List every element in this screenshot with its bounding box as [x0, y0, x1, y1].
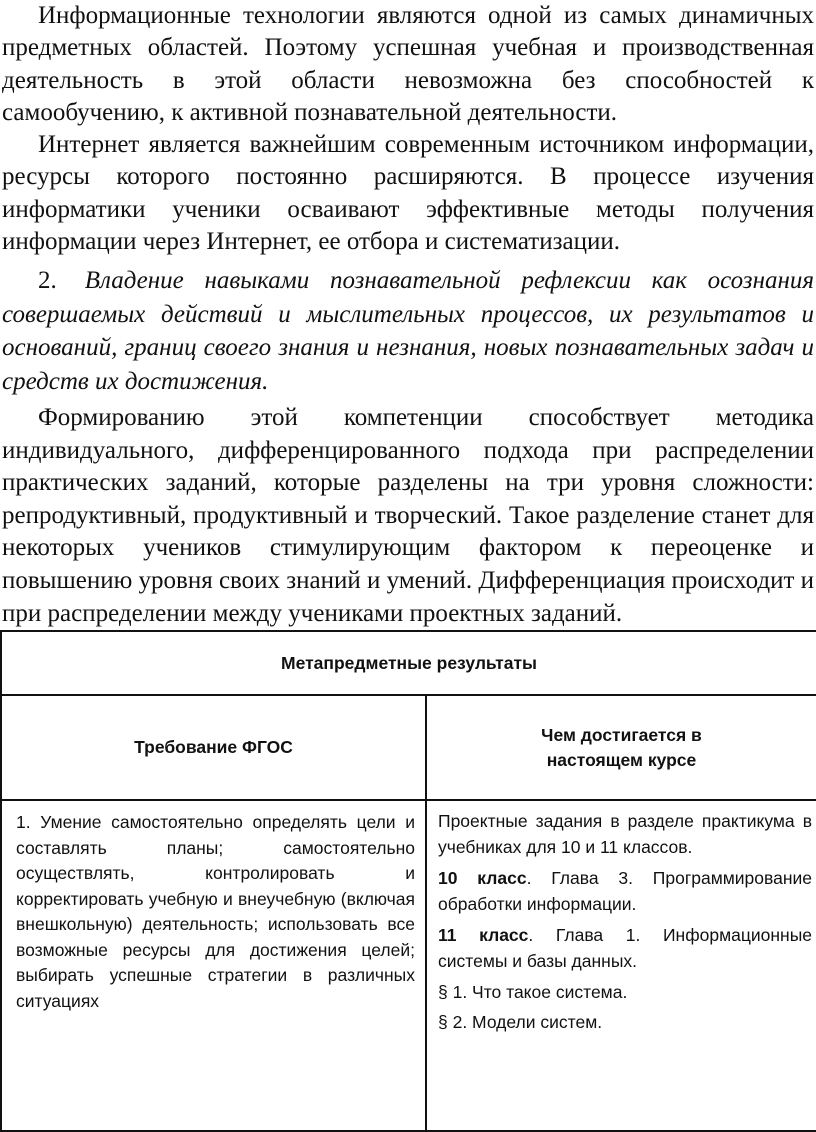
grade-10-label: 10 класс	[438, 868, 527, 888]
column-header-requirement: Требование ФГОС	[1, 695, 426, 800]
requirement-cell: 1. Умение самостоятельно определять цели и составлять планы; самостоятельно осуществлять, контролировать и корректировать учебную и внеучебную (включая внешкольную) деятельность; использовать все возможные ресурсы для достижения целей; выбирать успешные стратегии в различных ситуациях	[1, 800, 426, 1131]
competency-2-text: Владение навыками познавательной рефлексии как осознания совершаемых действий и мыслительных процессов, их результатов и оснований, границ своего знания и незнания, новых познавательных задач и средств их достижения.	[2, 267, 814, 395]
paragraph-it-dynamics: Информационные технологии являются одной из самых динамичных предметных областей. Поэтому успешная учебная и производственная деятельность в этой области невозможна без способностей к самообучению, к активной познавательной деятельности.	[2, 2, 814, 127]
column-header-achievement-text: Чем достигается в настоящем курсе	[541, 724, 702, 770]
metasubject-results-table	[0, 630, 816, 1132]
paragraph-differentiation: Формированию этой компетенции способствует методика индивидуального, дифференцированного подхода при распределении практических заданий, которые разделены на три уровня сложности: репродуктивный, продуктивный и творческий. Такое разделение станет для некоторых учеников стимулирующим фактором к переоценке и повышению уровня своих знаний и умений. Дифференциация происходит и при распределении между учениками проектных заданий.	[2, 404, 815, 627]
section-1: § 1. Что такое система.	[438, 982, 628, 1002]
grade-11-entry	[438, 923, 812, 974]
grade-11-text: . Глава 1. Информационные системы и базы данных.	[438, 925, 812, 971]
grade-10-entry	[438, 866, 812, 917]
table-row	[1, 800, 816, 1131]
grade-10-text: . Глава 3. Программирование обработки информации.	[438, 868, 813, 914]
section-2: § 2. Модели систем.	[438, 1011, 603, 1032]
achievement-intro: Проектные задания в разделе практикума в учебниках для 10 и 11 классов.	[438, 811, 812, 857]
paragraph-competency-2	[2, 264, 814, 398]
paragraph-internet-source: Интернет является важнейшим современным источником информации, ресурсы которого постоянно расширяются. В процессе изучения информатики ученики осваивают эффективные методы получения информации через Интернет, ее отбора и систематизации.	[2, 131, 814, 256]
table-title: Метапредметные результаты	[1, 631, 816, 695]
column-header-achievement	[426, 695, 816, 800]
grade-11-label: 11 класс	[438, 925, 529, 945]
achievement-cell	[426, 800, 816, 1131]
list-number: 2.	[38, 267, 57, 294]
